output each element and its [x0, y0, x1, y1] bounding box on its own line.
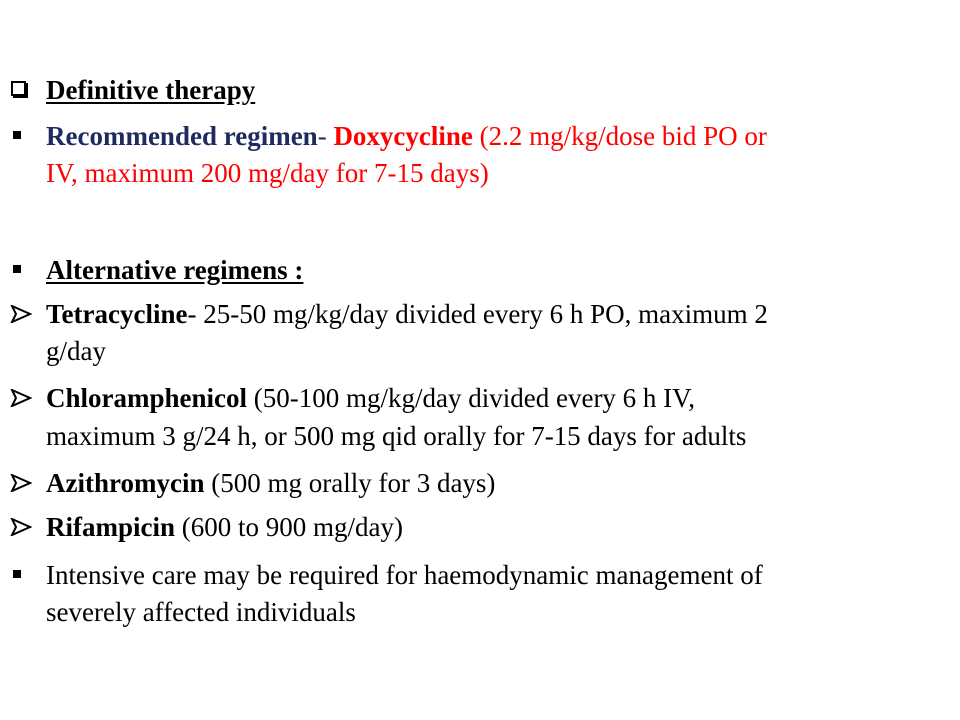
square-bullet-icon [13, 265, 21, 273]
note-line-1: Intensive care may be required for haemodynamic management of [46, 560, 763, 590]
drug-detail: (600 to 900 mg/day) [175, 512, 403, 542]
square-bullet-icon [13, 570, 21, 578]
drug-name: Tetracycline [46, 299, 188, 329]
arrow-icon [10, 474, 32, 492]
arrow-icon [10, 518, 32, 536]
drug-detail: (500 mg orally for 3 days) [204, 468, 496, 498]
drug-name: Azithromycin [46, 468, 205, 498]
note-line-2: severely affected individuals [46, 597, 356, 627]
alternatives-heading: Alternative regimens : [46, 255, 304, 285]
drug-name: Rifampicin [46, 512, 176, 542]
drug-name: Chloramphenicol [46, 383, 248, 413]
alt-item-tetracycline-line-2: g/day [46, 336, 106, 366]
recommended-label: Recommended regimen [46, 121, 318, 151]
arrow-icon [10, 305, 32, 323]
recommended-line-1 [46, 118, 926, 154]
alt-item-rifampicin [46, 509, 926, 545]
recommended-dash: - [317, 121, 334, 151]
recommended-detail-2: IV, maximum 200 mg/day for 7-15 days) [46, 158, 489, 188]
drug-detail: 25-50 mg/kg/day divided every 6 h PO, maximum 2 [203, 299, 768, 329]
square-bullet-icon [13, 131, 21, 139]
alt-item-azithromycin [46, 465, 926, 501]
drug-detail: (50-100 mg/kg/day divided every 6 h IV, [247, 383, 695, 413]
alt-item-tetracycline-line-1 [46, 296, 926, 332]
arrow-icon [10, 389, 32, 407]
checkbox-icon [11, 81, 26, 96]
recommended-detail-1: (2.2 mg/kg/dose bid PO or [472, 121, 767, 151]
section-heading: Definitive therapy [46, 75, 256, 105]
drug-dash: - [187, 299, 204, 329]
alt-item-chloramphenicol-line-2: maximum 3 g/24 h, or 500 mg qid orally for 7-15 days for adults [46, 421, 747, 451]
recommended-drug: Doxycycline [333, 121, 473, 151]
alt-item-chloramphenicol-line-1 [46, 380, 926, 416]
